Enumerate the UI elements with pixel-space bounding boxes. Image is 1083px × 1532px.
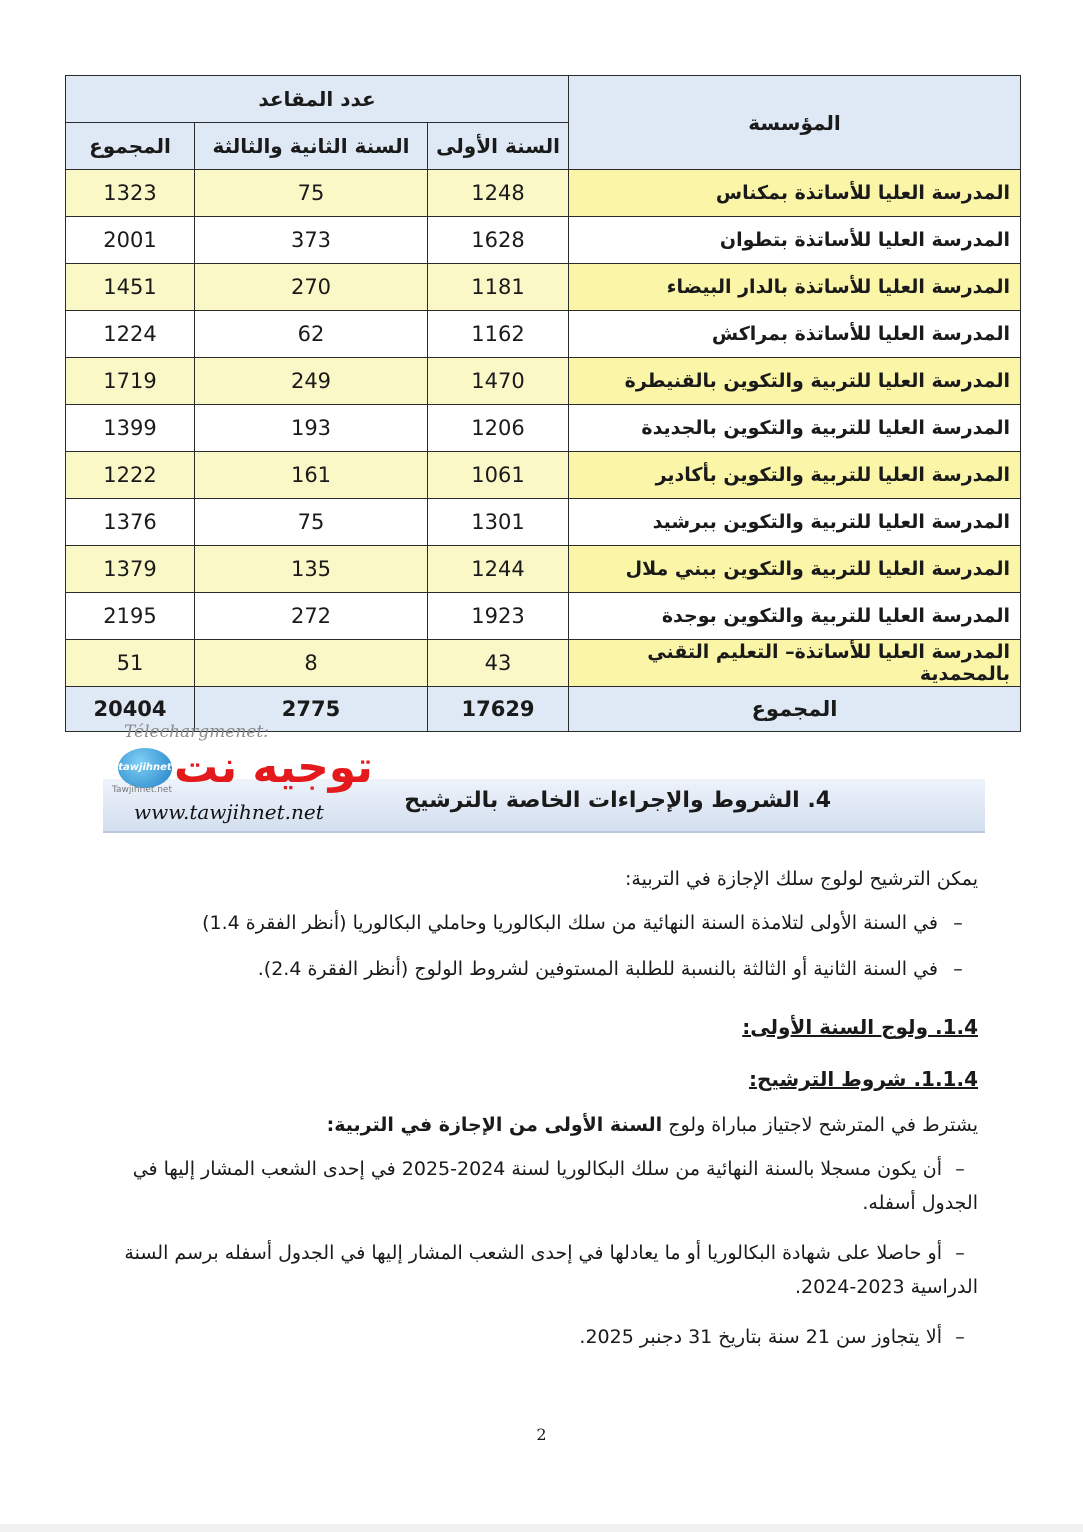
list-item xyxy=(108,1236,978,1304)
institution-header: المؤسسة xyxy=(569,76,1021,170)
intro-paragraph: يمكن الترشيح لولوج سلك الإجازة في التربية: xyxy=(625,868,978,890)
total-cell: 1224 xyxy=(66,311,195,358)
conditions-intro-emphasis: السنة الأولى من الإجازة في التربية xyxy=(334,1114,663,1136)
institution-cell: المدرسة العليا للتربية والتكوين بوجدة xyxy=(569,593,1021,640)
institution-cell: المدرسة العليا للتربية والتكوين ببرشيد xyxy=(569,499,1021,546)
dash-bullet: – xyxy=(953,958,963,980)
institution-cell: المدرسة العليا للأساتذة بالدار البيضاء xyxy=(569,264,1021,311)
list-item-text: في السنة الأولى لتلامذة السنة النهائية من سلك البكالوريا وحاملي البكالوريا (أنظر الفقرة 1.4) xyxy=(202,912,938,934)
institution-cell: المدرسة العليا للأساتذة بتطوان xyxy=(569,217,1021,264)
subheading-1-4: 1.4. ولوج السنة الأولى: xyxy=(742,1015,978,1039)
watermark-logo-text: توجيه نت xyxy=(174,742,373,793)
first-year-cell: 1628 xyxy=(428,217,569,264)
table-row xyxy=(66,546,1021,593)
total-first-year-cell: 17629 xyxy=(428,687,569,732)
institution-cell: المدرسة العليا للتربية والتكوين بأكادير xyxy=(569,452,1021,499)
table-row xyxy=(66,452,1021,499)
second-third-cell: 270 xyxy=(195,264,428,311)
second-third-cell: 249 xyxy=(195,358,428,405)
conditions-intro-text: يشترط في المترشح لاجتياز مباراة ولوج xyxy=(662,1114,978,1136)
second-third-year-header: السنة الثانية والثالثة xyxy=(195,123,428,170)
conditions-intro-colon: : xyxy=(326,1114,335,1136)
first-year-cell: 43 xyxy=(428,640,569,687)
dash-bullet: – xyxy=(955,1242,965,1264)
table-row xyxy=(66,405,1021,452)
seats-group-header: عدد المقاعد xyxy=(66,76,569,123)
second-third-cell: 161 xyxy=(195,452,428,499)
table-row xyxy=(66,358,1021,405)
table-row xyxy=(66,640,1021,687)
table-row xyxy=(66,311,1021,358)
institution-cell: المدرسة العليا للتربية والتكوين بالقنيطرة xyxy=(569,358,1021,405)
total-cell: 1451 xyxy=(66,264,195,311)
first-year-cell: 1470 xyxy=(428,358,569,405)
institution-cell: المدرسة العليا للتربية والتكوين بالجديدة xyxy=(569,405,1021,452)
watermark-url-link[interactable]: www.tawjihnet.net xyxy=(134,800,324,824)
total-cell: 2195 xyxy=(66,593,195,640)
first-year-header: السنة الأولى xyxy=(428,123,569,170)
list-item xyxy=(198,906,978,940)
total-cell: 1376 xyxy=(66,499,195,546)
watermark-download-label: Télechargmenet: xyxy=(124,722,269,742)
first-year-cell: 1162 xyxy=(428,311,569,358)
list-item-text: ألا يتجاوز سن 21 سنة بتاريخ 31 دجنبر 2025. xyxy=(579,1326,942,1348)
total-cell: 2001 xyxy=(66,217,195,264)
total-cell: 1399 xyxy=(66,405,195,452)
total-cell: 51 xyxy=(66,640,195,687)
institution-cell: المدرسة العليا للأساتذة بمكناس xyxy=(569,170,1021,217)
first-year-cell: 1061 xyxy=(428,452,569,499)
watermark-badge-text: tawjihnet xyxy=(118,762,172,773)
first-year-cell: 1206 xyxy=(428,405,569,452)
institution-cell: المدرسة العليا للأساتذة بمراكش xyxy=(569,311,1021,358)
institution-cell: المدرسة العليا للتربية والتكوين ببني ملال xyxy=(569,546,1021,593)
page-number: 2 xyxy=(536,1425,547,1444)
dash-bullet: – xyxy=(955,1158,965,1180)
second-third-cell: 272 xyxy=(195,593,428,640)
second-third-cell: 373 xyxy=(195,217,428,264)
total-cell: 1222 xyxy=(66,452,195,499)
second-third-cell: 193 xyxy=(195,405,428,452)
second-third-cell: 8 xyxy=(195,640,428,687)
table-row xyxy=(66,499,1021,546)
table-row xyxy=(66,264,1021,311)
table-row xyxy=(66,170,1021,217)
subheading-1-1-4: 1.1.4. شروط الترشيح: xyxy=(748,1067,978,1091)
bottom-divider xyxy=(0,1524,1083,1532)
grand-total-cell: 20404 xyxy=(66,687,195,732)
total-header: المجموع xyxy=(66,123,195,170)
first-year-cell: 1248 xyxy=(428,170,569,217)
seats-table xyxy=(65,75,1021,732)
table-row xyxy=(66,217,1021,264)
total-cell: 1323 xyxy=(66,170,195,217)
list-item-text: أو حاصلا على شهادة البكالوريا أو ما يعادلها في إحدى الشعب المشار إليها في الجدول أسفله برسم السنة الدراسية 2023-2024. xyxy=(124,1242,978,1298)
total-second-third-cell: 2775 xyxy=(195,687,428,732)
total-cell: 1719 xyxy=(66,358,195,405)
total-cell: 1379 xyxy=(66,546,195,593)
second-third-cell: 135 xyxy=(195,546,428,593)
list-item-text: أن يكون مسجلا بالسنة النهائية من سلك البكالوريا لسنة 2024-2025 في إحدى الشعب المشار إليها في الجدول أسفله. xyxy=(132,1158,978,1214)
first-year-cell: 1244 xyxy=(428,546,569,593)
list-item xyxy=(108,1320,978,1354)
first-year-cell: 1181 xyxy=(428,264,569,311)
watermark-small-text: Tawjihnet.net xyxy=(112,785,172,795)
table-row xyxy=(66,593,1021,640)
globe-icon xyxy=(118,748,172,788)
total-label-cell: المجموع xyxy=(569,687,1021,732)
first-year-cell: 1923 xyxy=(428,593,569,640)
first-year-cell: 1301 xyxy=(428,499,569,546)
dash-bullet: – xyxy=(955,1326,965,1348)
conditions-intro xyxy=(327,1108,978,1142)
list-item xyxy=(108,1152,978,1220)
list-item-text: في السنة الثانية أو الثالثة بالنسبة للطلبة المستوفين لشروط الولوج (أنظر الفقرة 2.4). xyxy=(257,958,938,980)
section-title: 4. الشروط والإجراءات الخاصة بالترشيح xyxy=(404,788,831,813)
second-third-cell: 75 xyxy=(195,499,428,546)
second-third-cell: 75 xyxy=(195,170,428,217)
second-third-cell: 62 xyxy=(195,311,428,358)
dash-bullet: – xyxy=(953,912,963,934)
list-item xyxy=(198,952,978,986)
institution-cell: المدرسة العليا للأساتذة– التعليم التقني بالمحمدية xyxy=(569,640,1021,687)
